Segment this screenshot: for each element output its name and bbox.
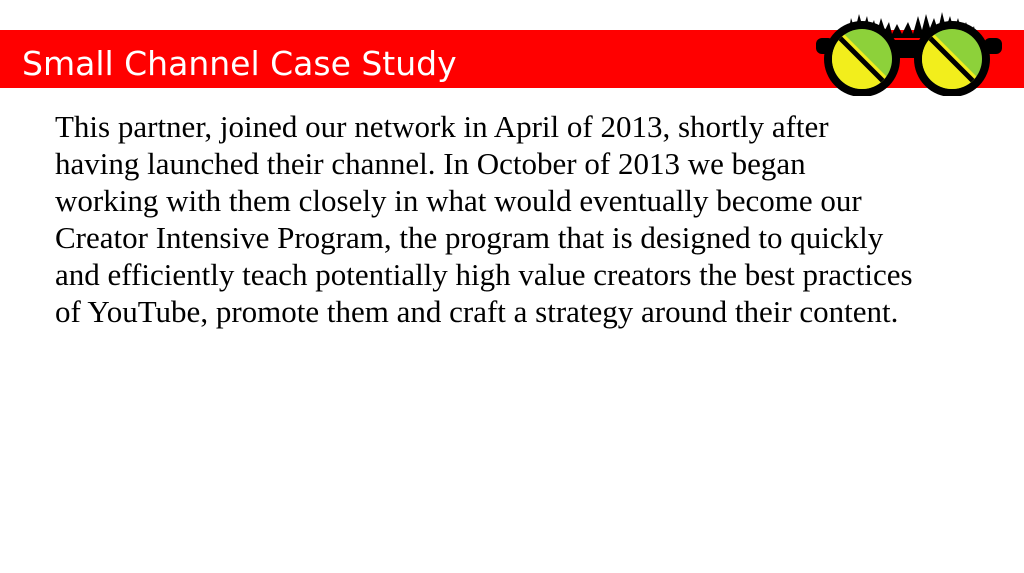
glasses-logo-icon: [814, 4, 1004, 96]
slide-title: Small Channel Case Study: [22, 44, 457, 83]
body-paragraph: This partner, joined our network in April of 2013, shortly after having launched their channel. In October of 2013 we began working with them closely in what would eventually become our Creator Intensive Program, the program that is designed to quickly and efficiently teach potentially high value creators the best practices of YouTube, promote them and craft a strategy around their content.: [55, 109, 913, 329]
